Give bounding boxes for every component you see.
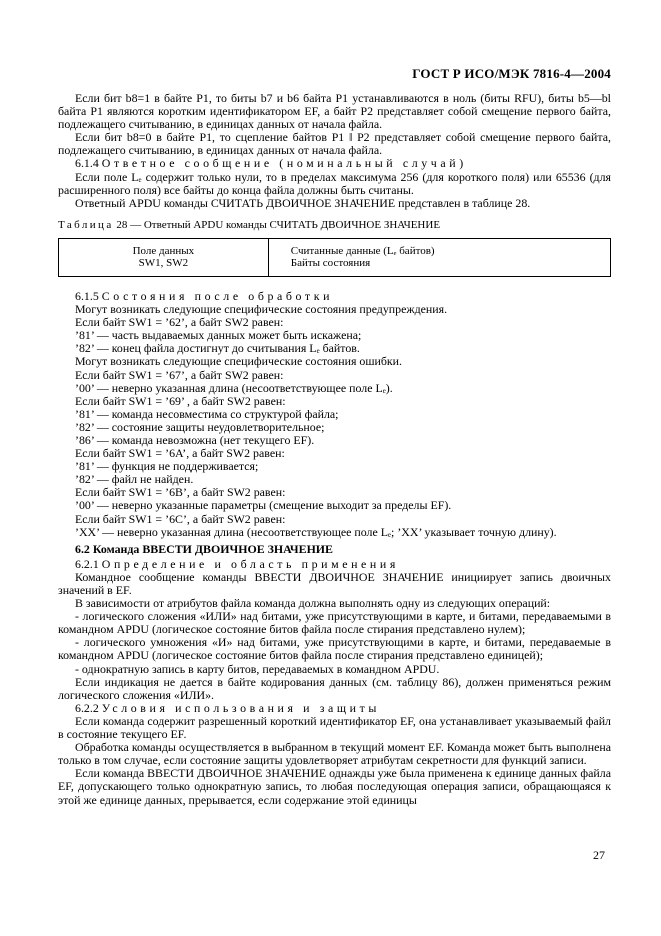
section-number: 6.2.1	[75, 556, 99, 571]
status-line: ’81’ — команда несовместима со структурой файла;	[75, 406, 339, 421]
status-line: Если байт SW1 = ’62’, а байт SW2 равен:	[75, 315, 284, 330]
table-cell-descriptions	[268, 238, 610, 276]
paragraph-response-apdu: Ответный APDU команды СЧИТАТЬ ДВОИЧНОЕ ЗНАЧЕНИЕ представлен в таблице 28.	[75, 195, 531, 210]
section-title: Определение и область применения	[101, 556, 399, 571]
section-6-1-4-heading	[58, 157, 611, 170]
list-item: - однократную запись в карту битов, передаваемых в командном APDU.	[75, 661, 440, 676]
section-title: Ответное сообщение (номинальный случай)	[101, 156, 467, 171]
document-header: ГОСТ Р ИСО/МЭК 7816-4—2004	[412, 66, 611, 81]
paragraph-bit-b8-1: Если бит b8=1 в байте P1, то биты b7 и b6 байта P1 устанавливаются в ноль (биты RFU), биты b5—bl байта P1 являются коротким идентификатором EF, а байт P2 представляет собой смещение первого байта, подлежащего считыванию, в единицах данных от начала файла.	[58, 91, 611, 132]
table-cell-text: Поле данных	[132, 244, 195, 257]
status-line: Если байт SW1 = ’6A’, а байт SW2 равен:	[75, 446, 285, 461]
section-number: 6.2.2	[75, 700, 99, 715]
paragraph-bit-b8-0: Если бит b8=0 в байте P1, то сцепление байтов P1 ‖ P2 представляет собой смещение первого байта, подлежащего считыванию, в единицах данных от начала файла.	[58, 130, 611, 158]
page-number: 27	[593, 848, 605, 862]
table-cell-fields	[59, 238, 269, 276]
status-line: ’81’ — часть выдаваемых данных может быть искажена;	[75, 328, 362, 343]
status-line: Могут возникать следующие специфические состояния предупреждения.	[75, 302, 448, 317]
status-line: ’82’ — конец файла достигнут до считывания Lₑ байтов.	[75, 341, 360, 356]
section-title: Условия использования и защиты	[101, 700, 380, 715]
list-item: - логического умножения «И» над битами, уже присутствующими в карте, и битами, передаваемые в командном APDU (логическое состояние битов файла после стирания представлено единицей);	[58, 635, 611, 663]
table-28	[58, 238, 611, 277]
section-title: Состояния после обработки	[101, 288, 334, 303]
table-row	[59, 238, 611, 276]
status-line: ’86’ — команда невозможна (нет текущего EF).	[75, 432, 315, 447]
paragraph: Если команда ВВЕСТИ ДВОИЧНОЕ ЗНАЧЕНИЕ однажды уже была применена к единице данных файла EF, допускающего только однократную запись, то любая последующая операция записи, обращающаяся к этой же единице данных, прерывается, если содержание этой единицы	[58, 766, 611, 807]
paragraph: Обработка команды осуществляется в выбранном в текущий момент EF. Команда может быть выполнена только в том случае, если состояние защиты удовлетворяет атрибутам секретности для функций записи.	[58, 740, 611, 768]
status-line: ’82’ — состояние защиты неудовлетворительное;	[75, 419, 325, 434]
paragraph: Если индикация не дается в байте кодирования данных (см. таблицу 86), должен применяться режим логического сложения «ИЛИ».	[58, 674, 611, 702]
status-line: Если байт SW1 = ’6C’, а байт SW2 равен:	[75, 511, 286, 526]
section-6-2-heading: 6.2 Команда ВВЕСТИ ДВОИЧНОЕ ЗНАЧЕНИЕ	[75, 541, 333, 556]
list-item: - логического сложения «ИЛИ» над битами, уже присутствующими в карте, и битами, передаваемыми в командном APDU (логическое состояние битов файла после стирания представлено нулем);	[58, 609, 611, 637]
table-caption-text: 28 — Ответный APDU команды СЧИТАТЬ ДВОИЧНОЕ ЗНАЧЕНИЕ	[116, 218, 441, 231]
paragraph: Командное сообщение команды ВВЕСТИ ДВОИЧНОЕ ЗНАЧЕНИЕ инициирует запись двоичных значений в EF.	[58, 569, 611, 597]
table-cell-text: Считанные данные (Lₑ байтов)	[290, 244, 435, 257]
table-cell-text: Байты состояния	[290, 256, 371, 269]
table-cell-text: SW1, SW2	[138, 256, 189, 269]
status-line: Могут возникать следующие специфические состояния ошибки.	[75, 354, 403, 369]
section-number: 6.1.5	[75, 288, 99, 303]
section-number: 6.1.4	[75, 156, 99, 171]
status-line: ’00’ — неверно указанные параметры (смещение выходит за пределы EF).	[75, 498, 452, 513]
status-line: ’82’ — файл не найден.	[75, 472, 194, 487]
status-line: ’81’ — функция не поддерживается;	[75, 459, 259, 474]
status-line: Если байт SW1 = ’67’, а байт SW2 равен:	[75, 367, 284, 382]
table-28-caption	[58, 219, 611, 232]
paragraph-le-zeros: Если поле Lₑ содержит только нули, то в пределах максимума 256 (для короткого поля) или 65536 (для расширенного поля) все байты до конца файла должны быть считаны.	[58, 169, 611, 197]
paragraph: В зависимости от атрибутов файла команда должна выполнять одну из следующих операций:	[75, 596, 551, 611]
page-content	[58, 92, 611, 807]
status-line: ’00’ — неверно указанная длина (несоответствующее поле Lₑ).	[75, 380, 393, 395]
status-line: ’XX’ — неверно указанная длина (несоответствующее поле Lₑ; ’XX’ указывает точную длину).	[75, 524, 557, 539]
paragraph: Если команда содержит разрешенный короткий идентификатор EF, она устанавливает указываемый файл в состояние текущего EF.	[58, 713, 611, 742]
section-6-2-2-heading	[58, 702, 611, 715]
section-6-2-1-heading	[58, 558, 611, 571]
table-label: Таблица	[58, 218, 114, 231]
status-line: Если байт SW1 = ’6B’, а байт SW2 равен:	[75, 485, 286, 500]
status-line: Если байт SW1 = ’69’ , а байт SW2 равен:	[75, 393, 286, 408]
